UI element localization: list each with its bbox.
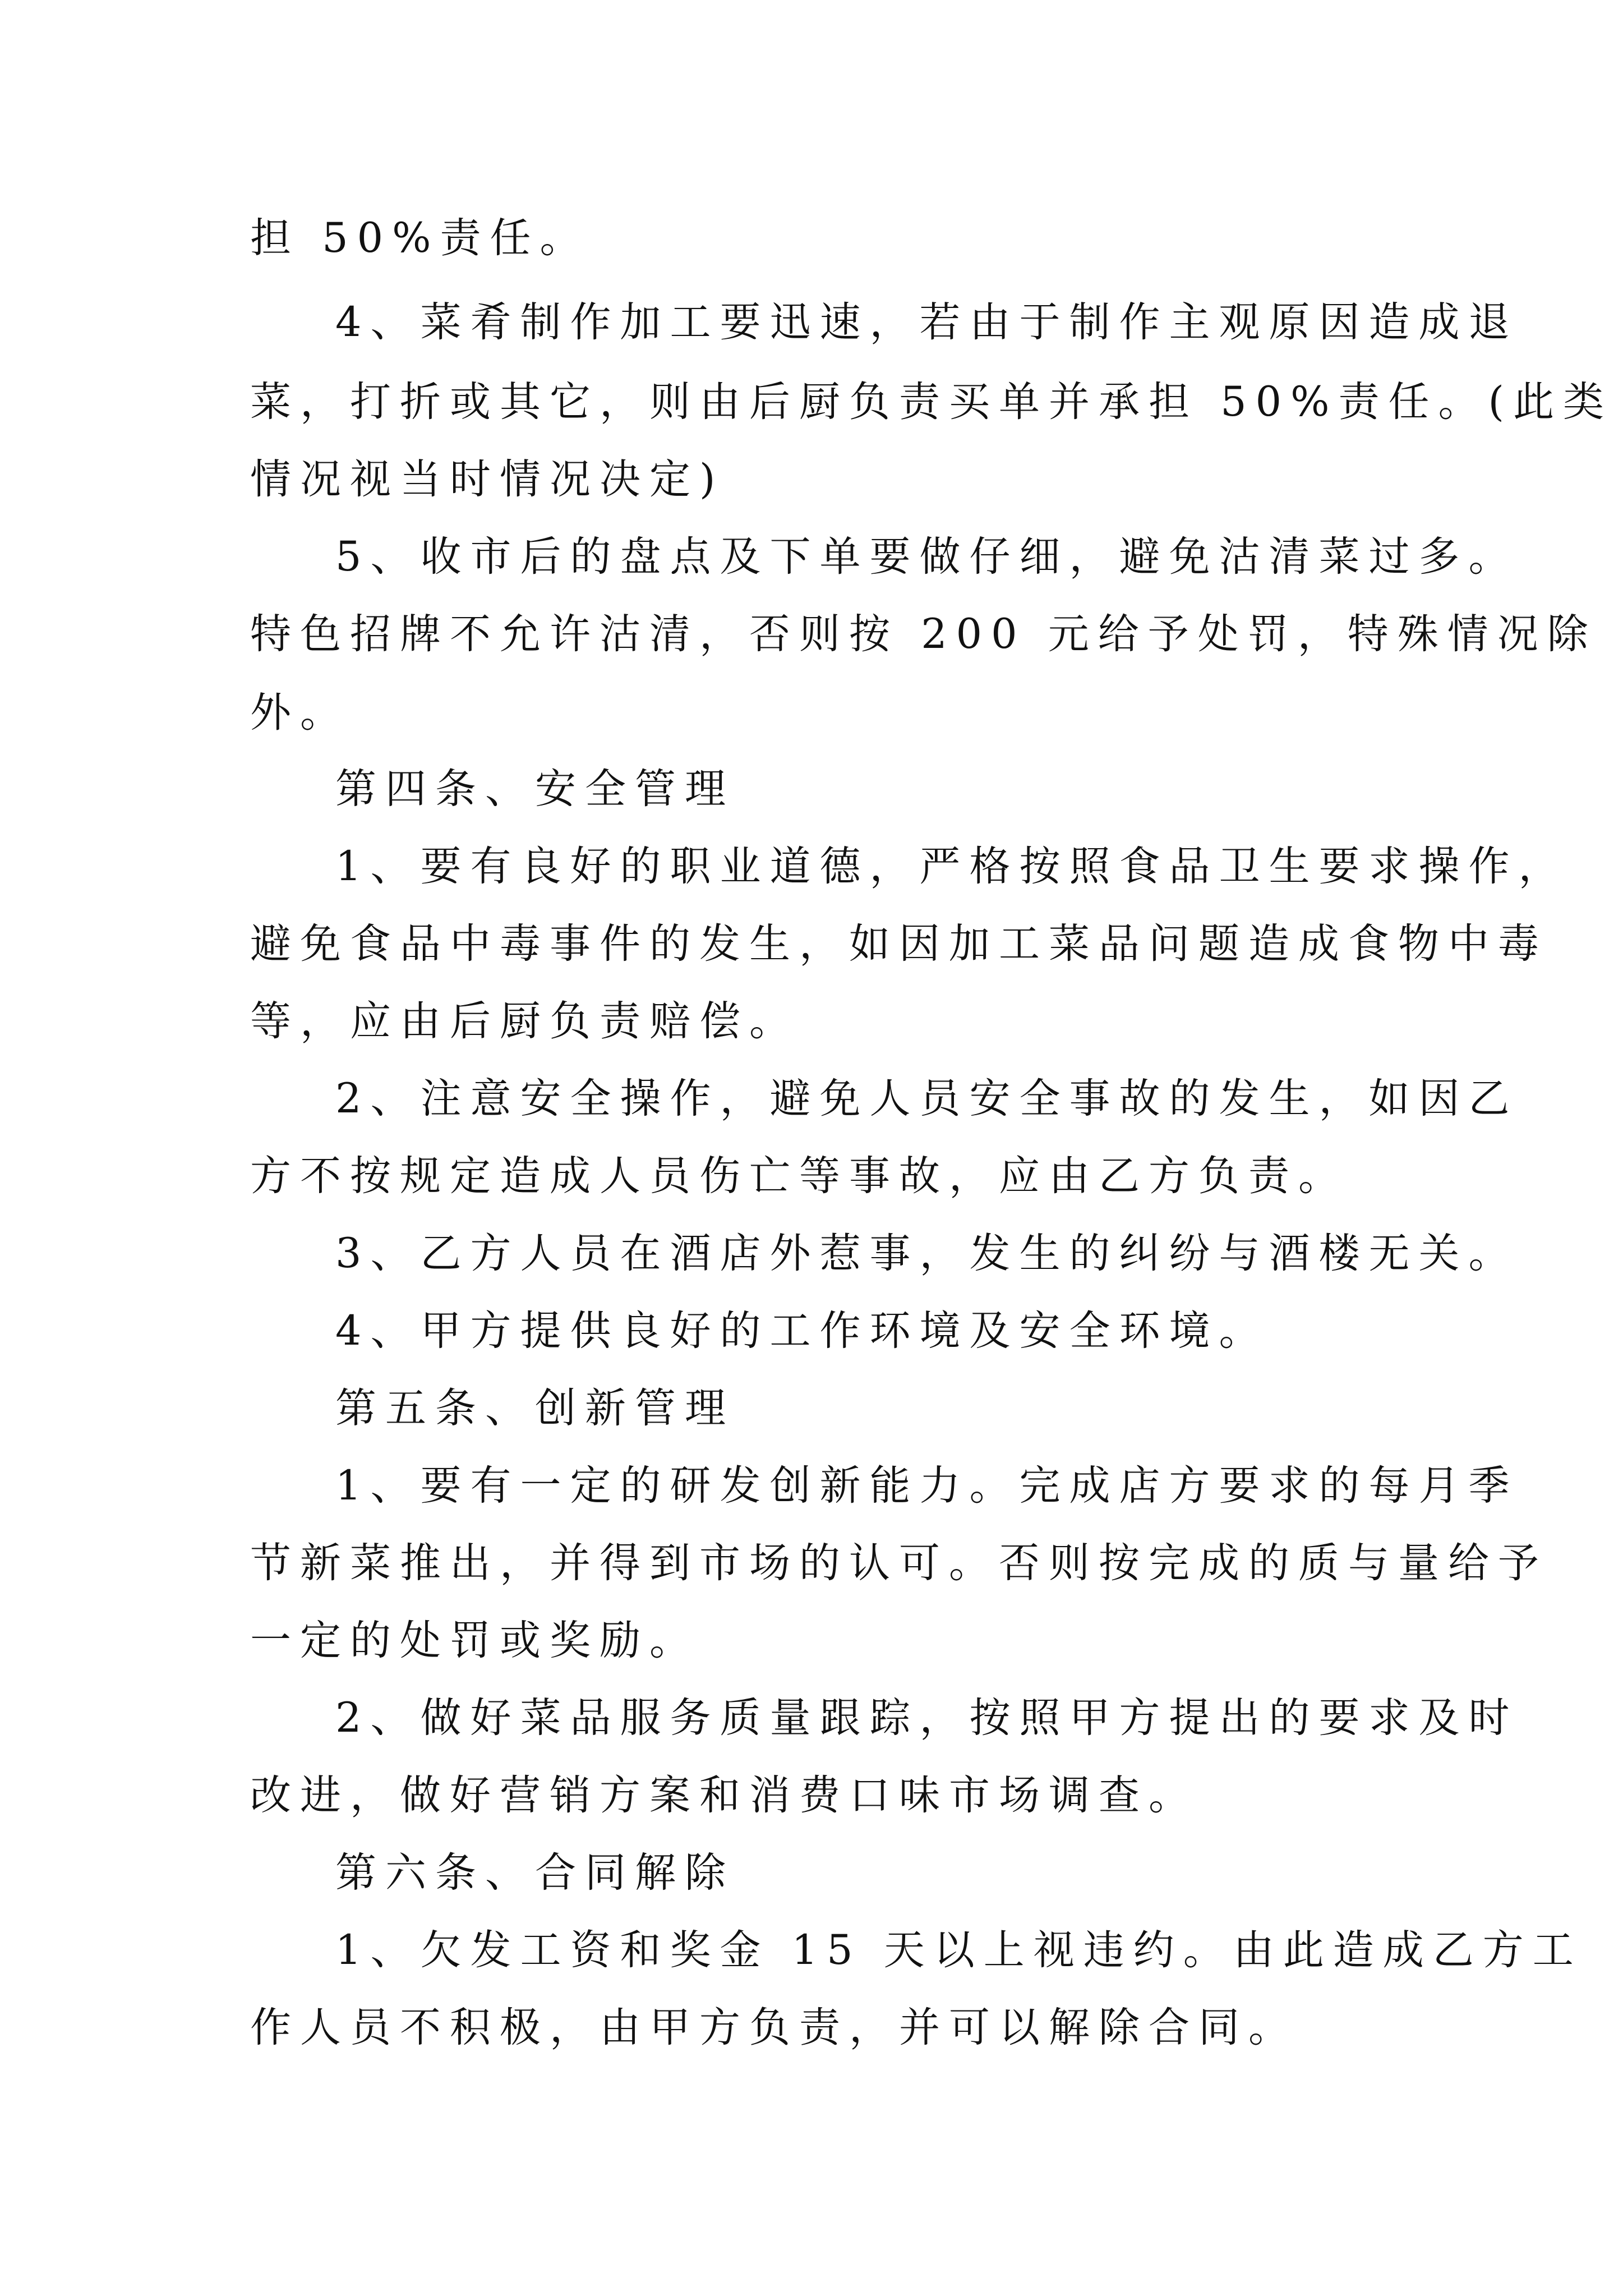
text-line: 情况视当时情况决定): [250, 455, 725, 503]
text-line: 1、要有一定的研发创新能力。完成店方要求的每月季: [335, 1462, 1519, 1510]
section-heading: 第四条、安全管理: [335, 765, 735, 813]
text-line: 4、甲方提供良好的工作环境及安全环境。: [335, 1307, 1269, 1355]
text-line: 一定的处罚或奖励。: [250, 1617, 699, 1664]
text-line: 1、欠发工资和奖金 15 天以上视违约。由此造成乙方工: [335, 1926, 1583, 1974]
text-line: 1、要有良好的职业道德，严格按照食品卫生要求操作，: [335, 843, 1569, 890]
section-heading: 第五条、创新管理: [335, 1384, 735, 1432]
text-line: 3、乙方人员在酒店外惹事，发生的纠纷与酒楼无关。: [335, 1230, 1519, 1277]
text-line: 4、菜肴制作加工要迅速，若由于制作主观原因造成退: [335, 298, 1519, 346]
text-line: 特色招牌不允许沽清，否则按 200 元给予处罚，特殊情况除: [250, 610, 1597, 658]
text-line: 2、注意安全操作，避免人员安全事故的发生，如因乙: [335, 1075, 1519, 1122]
text-line: 菜，打折或其它，则由后厨负责买单并承担 50%责任。(此类: [250, 378, 1613, 426]
text-line: 外。: [250, 689, 350, 737]
text-line: 2、做好菜品服务质量跟踪，按照甲方提出的要求及时: [335, 1694, 1519, 1742]
text-line: 5、收市后的盘点及下单要做仔细，避免沽清菜过多。: [335, 533, 1519, 581]
text-line: 方不按规定造成人员伤亡等事故，应由乙方负责。: [250, 1152, 1348, 1200]
section-heading: 第六条、合同解除: [335, 1849, 735, 1897]
text-line: 等，应由后厨负责赔偿。: [250, 997, 799, 1045]
text-line: 作人员不积极，由甲方负责，并可以解除合同。: [250, 2004, 1298, 2051]
text-line: 节新菜推出，并得到市场的认可。否则按完成的质与量给予: [250, 1539, 1548, 1587]
text-line: 避免食品中毒事件的发生，如因加工菜品问题造成食物中毒: [250, 920, 1548, 968]
text-line: 担 50%责任。: [250, 214, 590, 262]
text-line: 改进，做好营销方案和消费口味市场调查。: [250, 1772, 1198, 1819]
